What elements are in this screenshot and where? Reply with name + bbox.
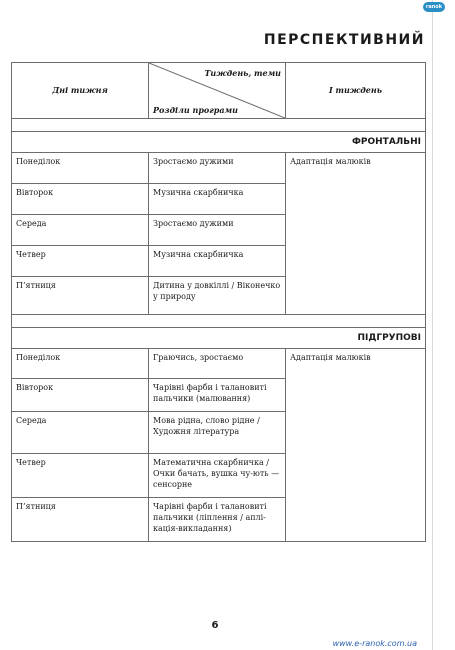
day-cell: П’ятниця (12, 498, 149, 542)
activity-cell: Дитина у довкіллі / Віконечко у природу (149, 277, 286, 315)
page-title: ПЕРСПЕКТИВНИЙ (263, 32, 425, 48)
day-cell: Понеділок (12, 349, 149, 379)
activity-cell: Мова рідна, слово рідне / Художня література (149, 412, 286, 454)
activity-cell: Музична скарбничка (149, 184, 286, 215)
header-diagonal-cell (149, 63, 286, 119)
table-header-row (12, 63, 426, 119)
page-number: 6 (211, 620, 219, 631)
activity-cell: Граючись, зростаємо (149, 349, 286, 379)
week-cell: Адаптація малюків (286, 153, 426, 315)
header-week-topics: Тиждень, теми (204, 68, 281, 78)
day-cell: Вівторок (12, 184, 149, 215)
day-cell: Середа (12, 412, 149, 454)
website-link[interactable]: www.e-ranok.com.ua (332, 639, 417, 648)
section-title: ФРОНТАЛЬНІ (12, 132, 426, 153)
plan-table (11, 62, 426, 542)
week-cell: Адаптація малюків (286, 349, 426, 542)
activity-cell: Чарівні фарби і талановиті пальчики (ліплення / аплі-кація-викладання) (149, 498, 286, 542)
activity-cell: Музична скарбничка (149, 246, 286, 277)
day-cell: Четвер (12, 246, 149, 277)
header-days: Дні тижня (12, 63, 149, 119)
page-edge (432, 0, 433, 650)
section-title: ПІДГРУПОВІ (12, 328, 426, 349)
header-program-sections: Розділи програми (153, 105, 238, 115)
section-row-frontal (12, 132, 426, 153)
day-cell: Середа (12, 215, 149, 246)
activity-cell: Зростаємо дужими (149, 153, 286, 184)
activity-cell: Математична скарбничка / Очки бачать, вушка чу-ють — сенсорне (149, 454, 286, 498)
section-row-subgroup (12, 328, 426, 349)
spacer-row (12, 315, 426, 328)
publisher-logo: ranok (423, 2, 445, 12)
activity-cell: Чарівні фарби і талановиті пальчики (малювання) (149, 379, 286, 412)
table-row (12, 349, 426, 379)
day-cell: П’ятниця (12, 277, 149, 315)
day-cell: Вівторок (12, 379, 149, 412)
activity-cell: Зростаємо дужими (149, 215, 286, 246)
header-week-1: І тиждень (286, 63, 426, 119)
day-cell: Четвер (12, 454, 149, 498)
day-cell: Понеділок (12, 153, 149, 184)
spacer-row (12, 119, 426, 132)
table-row (12, 153, 426, 184)
